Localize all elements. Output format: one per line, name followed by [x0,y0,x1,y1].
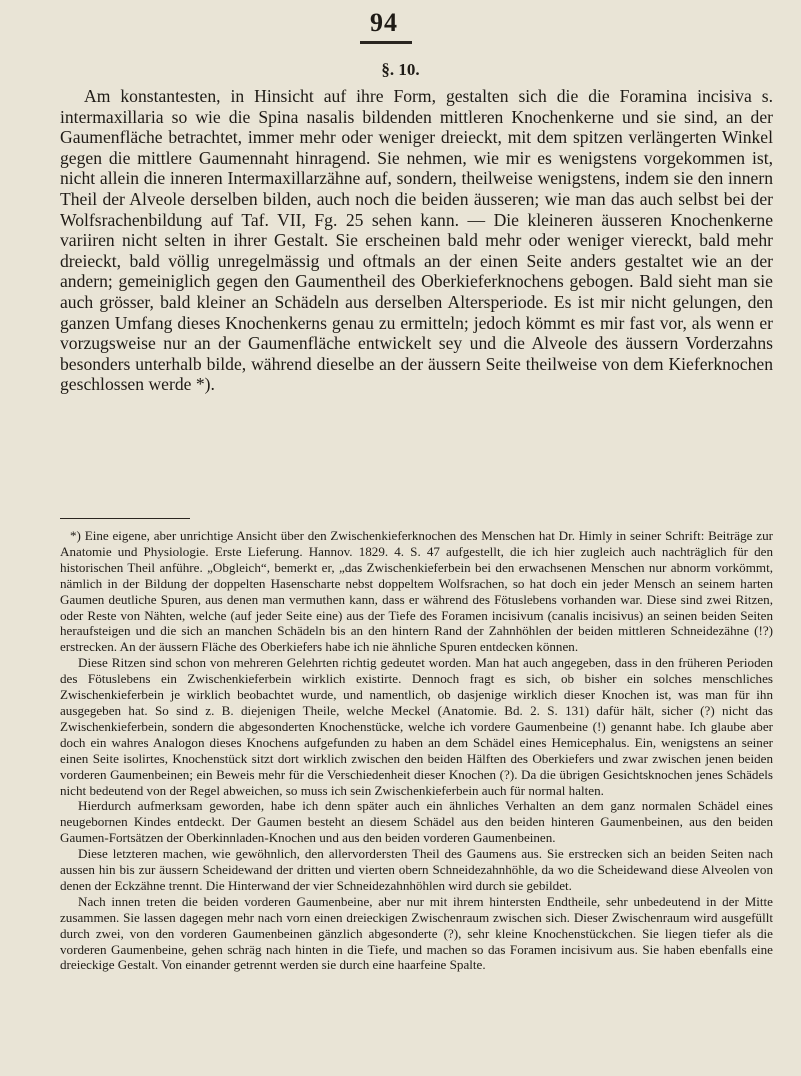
footnote-paragraph: Hierdurch aufmerksam geworden, habe ich denn später auch ein ähnliches Verhalten an dem ganz normalen Schädel eines neugebornen Kindes entdeckt. Der Gaumen besteht an diesem Schädel aus den beiden hinteren Gaumenbeinen, aus den beiden Gaumen-Fortsätzen der Oberkinnladen-Knochen und aus den beiden vorderen Gaumenbeinen. [60,798,773,846]
footnote-paragraph: Diese Ritzen sind schon von mehreren Gelehrten richtig gedeutet worden. Man hat auch angegeben, dass in den früheren Perioden des Fötuslebens ein Zwischenkieferbein wirklich existirte. Dennoch fragt es sich, ob bisher ein solches menschliches Zwischenkieferbein je wirklich beobachtet wurde, und namentlich, ob dasjenige wirklich dieser Knochen ist, was man für ihn ausgegeben hat. So sind z. B. diejenigen Theile, welche Meckel (Anatomie. Bd. 2. S. 131) dafür hält, sicher (?) nicht das Zwischenkieferbein, sondern die abgesonderten Knochenstücke, welche ich vordere Gaumenbeine (!) genannt habe. Ich glaube aber doch ein wahres Analogon dieses Knochens aufgefunden zu haben an dem Schädel eines Hemicephalus. Ein, wenigstens an seiner einen Seite isolirtes, Knochenstück sitzt dort wirklich zwischen den beiden Hälften des Oberkiefers und zwar zwischen jenen beiden vorderen Gaumenbeinen; ein Beweis mehr für die Verschiedenheit dieser Knochen (?). Da die übrigen Gesichtsknochen jenes Schädels nicht bedeutend von der Regel abweichen, so muss ich sein Zwischenkieferbein auch für normal halten. [60,655,773,798]
section-heading: §. 10. [381,60,420,79]
footnote-separator [60,518,190,519]
footnote-paragraph: *) Eine eigene, aber unrichtige Ansicht über den Zwischenkieferknochen des Menschen hat Dr. Himly in seiner Schrift: Beiträge zur Anatomie und Physiologie. Erste Lieferung. Hannov. 1829. 4. S. 47 aufgestellt, die ich hier zugleich auch nachträglich für den historischen Theil anführe. „Obgleich“, bemerkt er, „das Zwischenkieferbein bei den erwachsenen Menschen nur abnorm vorkömmt, nämlich in der Bildung der doppelten Hasenscharte nebst doppeltem Wolfsrachen, so hat doch ein jeder Mensch an seinem harten Gaumen deutliche Spuren, aus denen man vermuthen kann, dass er während des Fötuslebens vorhanden war. Diese sind zwei Ritzen, oder Reste von Nähten, welche (auf jeder Seite eine) aus der Tiefe des Foramen incisivum (canalis incisivus) an seinen beiden Seiten heraufsteigen und die sich an manchen Schädeln bis an den hintern Rand der Zahnhöhlen der beiden mittleren Schneidezähne (!?) erstrecken. An der äussern Fläche des Oberkiefers habe ich nie ähnliche Spuren entdecken können. [60,528,773,655]
footnote [60,528,773,973]
main-text [60,86,773,395]
footnote-paragraph: Diese letzteren machen, wie gewöhnlich, den allervordersten Theil des Gaumens aus. Sie erstrecken sich an beiden Seiten nach aussen hin bis zur äussern Scheidewand der dritten und vierten obern Schneidezahnhöhle, da wo die Scheidewand diese Alveolen von denen der Eckzähne trennt. Die Hinterwand der vier Schneidezahnhöhlen wird durch sie gebildet. [60,846,773,893]
footnote-paragraph: Nach innen treten die beiden vorderen Gaumenbeine, aber nur mit ihrem hintersten Endtheile, sehr unbedeutend in der Mitte zusammen. Sie lassen dagegen mehr nach vorn einen dreieckigen Zwischenraum zwischen sich. Dieser Zwischenraum wird ausgefüllt durch zwei, von den vorderen Gaumenbeinen gänzlich abgesonderte (?), sehr kleine Knochenstückchen. Sie liegen tiefer als die vorderen Gaumenbeine, gehen schräg nach hinten in die Tiefe, und machen so das Foramen incisivum aus. Sie haben ebenfalls eine dreieckige Gestalt. Von einander getrennt werden sie durch eine haarfeine Spalte. [60,893,773,973]
page-number-rule [360,41,412,44]
page-number: 94 [370,8,398,37]
main-paragraph: Am konstantesten, in Hinsicht auf ihre Form, gestalten sich die die Foramina incisiva s. intermaxillaria so wie die Spina nasalis bildenden mittleren Knochenkerne und sie sind, an der Gaumenfläche betrachtet, immer mehr oder weniger dreieckt, mit dem spitzen verlängerten Winkel gegen die mittlere Gaumennaht hinragend. Sie nehmen, wie mir es wenigstens vorgekommen ist, nicht allein die inneren Intermaxillarzähne auf, sondern, theilweise wenigstens, indem sie den innern Theil der Alveole derselben bilden, auch noch die beiden äusseren; wie man das auch selbst bei der Wolfsrachenbildung auf Taf. VII, Fg. 25 sehen kann. — Die kleineren äusseren Knochenkerne variiren nicht selten in ihrer Gestalt. Sie erscheinen bald mehr oder weniger viereckt, bald mehr dreieckt, bald völlig unregelmässig und oftmals an der einen Seite anders gestaltet wie an der andern; gemeiniglich gegen den Gaumentheil des Oberkieferknochens gebogen. Bald sieht man sie auch grösser, bald kleiner an Schädeln aus derselben Altersperiode. Es ist mir nicht gelungen, den ganzen Umfang dieses Knochenkerns genau zu ermitteln; jedoch kömmt es mir fast vor, als wenn er vorzugsweise nur an der Gaumenfläche entwickelt sey und die Alveole des äussern Vorderzahns besonders unterhalb bilde, während dieselbe an der äussern Seite theilweise von dem Kieferknochen geschlossen werde *). [60,86,773,395]
